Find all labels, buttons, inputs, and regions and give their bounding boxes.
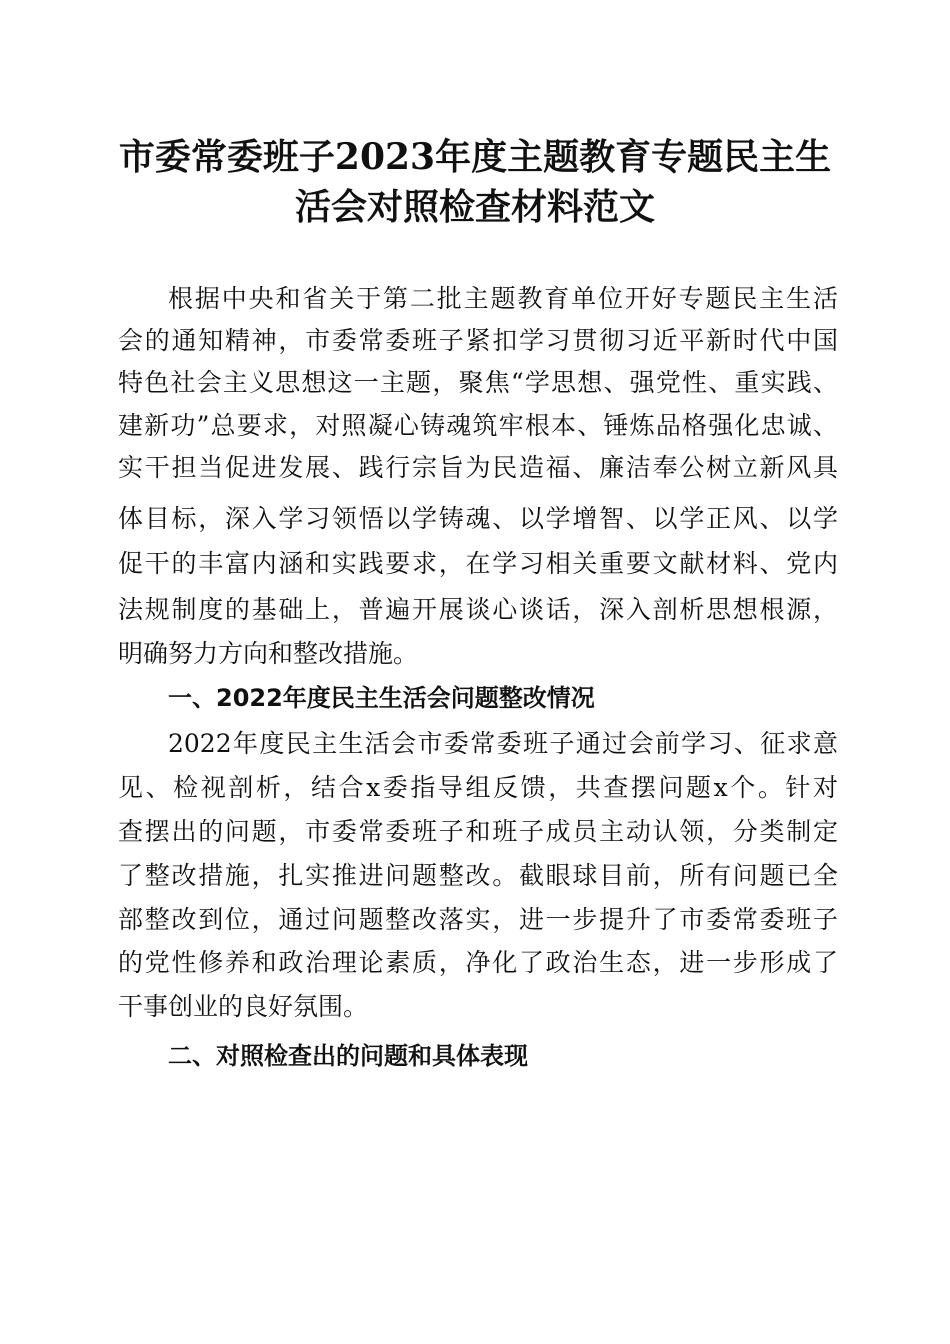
section1-paragraph-line: 部整改到位，通过问题整改落实，进一步提升了市委常委班子 xyxy=(118,905,838,934)
section1-paragraph-line: 了整改措施，扎实推进问题整改。截眼球目前，所有问题已全 xyxy=(118,861,838,890)
section-heading-1: 一、2022年度民主生活会问题整改情况 xyxy=(168,684,595,712)
intro-paragraph-line: 促干的丰富内涵和实践要求，在学习相关重要文献材料、党内 xyxy=(118,549,838,578)
section1-paragraph-line: 的党性修养和政治理论素质，净化了政治生态，进一步形成了 xyxy=(118,948,838,977)
intro-paragraph-line: 实干担当促进发展、践行宗旨为民造福、廉洁奉公树立新风具 xyxy=(118,453,838,482)
intro-paragraph-line: 体目标，深入学习领悟以学铸魂、以学增智、以学正风、以学 xyxy=(118,504,838,533)
section1-paragraph-line: 见、检视剖析，结合x委指导组反馈，共查摆问题x个。针对 xyxy=(118,773,838,802)
section-heading-2: 二、对照检查出的问题和具体表现 xyxy=(168,1042,528,1070)
section1-paragraph-line: 干事创业的良好氛围。 xyxy=(118,992,369,1021)
intro-paragraph-line: 特色社会主义思想这一主题，聚焦“学思想、强党性、重实践、 xyxy=(118,368,838,397)
section1-paragraph-line: 查摆出的问题，市委常委班子和班子成员主动认领，分类制定 xyxy=(118,817,838,846)
intro-paragraph-line: 根据中央和省关于第二批主题教育单位开好专题民主生活 xyxy=(168,284,838,313)
document-title-line-1: 市委常委班子2023年度主题教育专题民主生 xyxy=(118,136,832,178)
document-title-line-2: 活会对照检查材料范文 xyxy=(294,186,655,228)
intro-paragraph-line: 明确努力方向和整改措施。 xyxy=(118,639,419,668)
intro-paragraph-line: 法规制度的基础上，普遍开展谈心谈话，深入剖析思想根源， xyxy=(118,595,838,624)
intro-paragraph-line: 会的通知精神，市委常委班子紧扣学习贯彻习近平新时代中国 xyxy=(118,326,838,355)
section1-paragraph-line: 2022年度民主生活会市委常委班子通过会前学习、征求意 xyxy=(168,729,838,758)
intro-paragraph-line: 建新功”总要求，对照凝心铸魂筑牢根本、锤炼品格强化忠诚、 xyxy=(118,411,838,440)
